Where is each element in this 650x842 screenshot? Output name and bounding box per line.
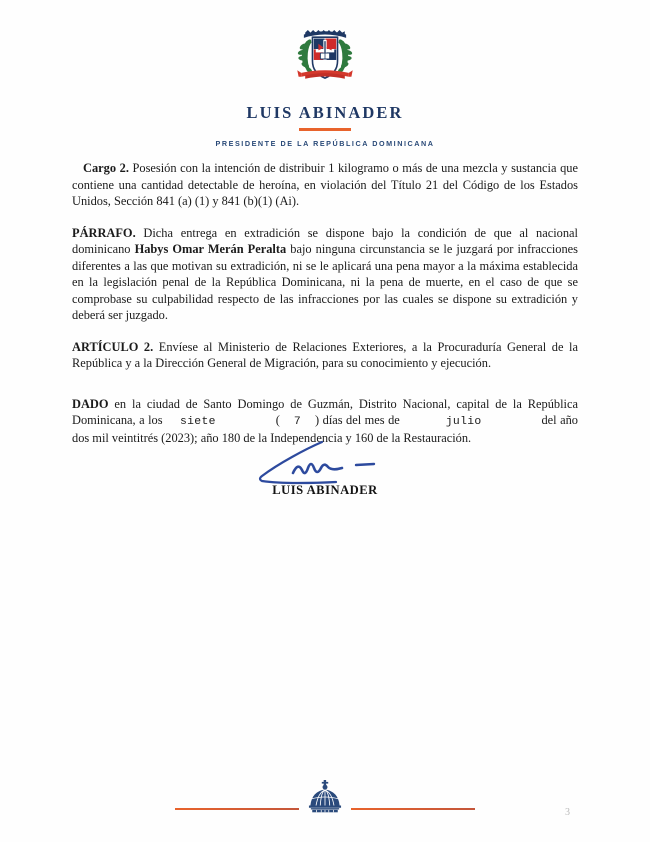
president-subtitle: PRESIDENTE DE LA REPÚBLICA DOMINICANA bbox=[215, 138, 435, 148]
dado-lead: DADO bbox=[72, 396, 109, 411]
dado-text-2: días del mes de bbox=[322, 413, 400, 427]
parrafo-text-1: Dicha entrega en extradición se dispone bajo la condición de que al nacional dominicano bbox=[72, 225, 578, 256]
letterhead bbox=[0, 0, 650, 148]
signature-block bbox=[0, 440, 650, 498]
month-field: julio bbox=[445, 416, 482, 428]
paren-open: ( bbox=[275, 413, 280, 427]
footer-rule-right bbox=[351, 808, 475, 810]
day-number-field: 7 bbox=[293, 416, 301, 428]
paragraph-articulo-2 bbox=[72, 339, 578, 372]
signature-name: LUIS ABINADER bbox=[272, 483, 378, 497]
cargo-2-text: Posesión con la intención de distribuir 1 kilogramo o más de una mezcla y sustancia que contiene una cantidad detectable de heroína, en violación del Título 21 del Código de los Estados Unidos, Sección 841 (a) (1) y 841 (b)(1) (Ai). bbox=[72, 161, 578, 208]
subject-name: Habys Omar Merán Peralta bbox=[134, 242, 287, 256]
document-body bbox=[72, 160, 578, 462]
paragraph-parrafo bbox=[72, 225, 578, 324]
header-accent-rule bbox=[299, 128, 351, 131]
paragraph-cargo-2 bbox=[72, 160, 578, 210]
parrafo-text-2: bajo ninguna circunstancia se le juzgará por infracciones diferentes a las que motivan su extradición, ni se le aplicará una pena mayor a la máxima establecida en la legislación penal de la República Dominicana, ni la pena de muerte, en el caso de que se comprobase su culpabilidad respecto de las infracciones por las cuales se dispone su extradición y deberá ser juzgado. bbox=[72, 242, 578, 322]
paragraph-dado bbox=[72, 396, 578, 447]
handwritten-signature-icon bbox=[250, 440, 400, 486]
articulo-2-text: Envíese al Ministerio de Relaciones Exteriores, a la Procuraduría General de la República y a la Dirección General de Migración, para su conocimiento y ejecución. bbox=[72, 339, 578, 370]
footer-rule-left bbox=[175, 808, 299, 810]
page-number: 3 bbox=[565, 807, 570, 818]
dado-text-3: del año dos mil veintitrés (2023); año 180 de la Independencia y 160 de la Restauración. bbox=[72, 413, 578, 446]
page-footer bbox=[0, 772, 650, 820]
palace-dome-icon bbox=[306, 780, 344, 814]
parrafo-lead: PÁRRAFO. bbox=[72, 225, 136, 240]
day-word-field: siete bbox=[180, 416, 216, 428]
cargo-2-lead: Cargo 2. bbox=[83, 161, 129, 175]
dominican-republic-coat-of-arms-icon bbox=[292, 24, 358, 90]
president-name: LUIS ABINADER bbox=[246, 103, 404, 122]
paren-close: ) bbox=[315, 413, 320, 427]
articulo-2-lead: ARTÍCULO 2. bbox=[72, 339, 154, 354]
dado-text-1: en la ciudad de Santo Domingo de Guzmán, Distrito Nacional, capital de la República Dominicana, a los bbox=[72, 396, 578, 427]
